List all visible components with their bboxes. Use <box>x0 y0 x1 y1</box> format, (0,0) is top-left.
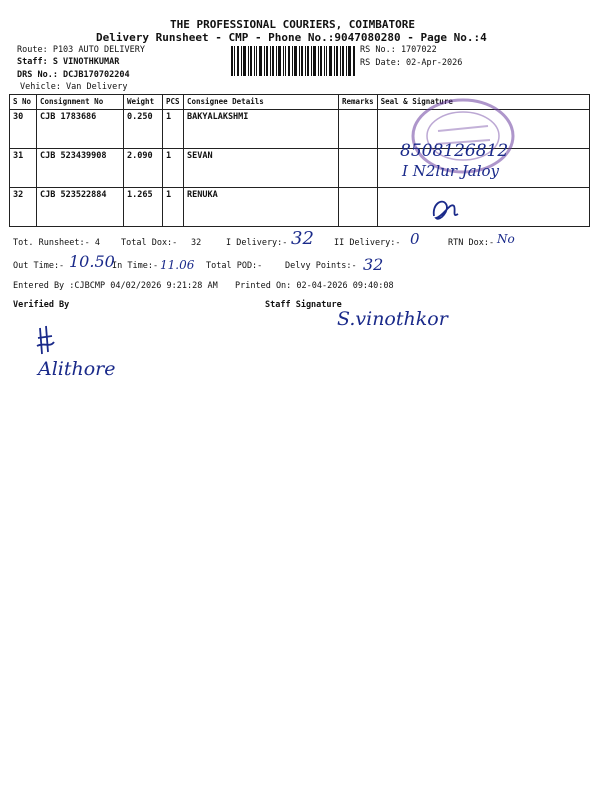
cell-signature <box>377 188 589 227</box>
cell-sno: 32 <box>10 188 37 227</box>
cell-consignee: RENUKA <box>184 188 339 227</box>
cell-remarks <box>339 188 378 227</box>
col-consignment: Consignment No <box>37 95 124 110</box>
cell-weight: 2.090 <box>124 149 163 188</box>
barcode <box>231 46 356 76</box>
cell-pcs: 1 <box>163 149 184 188</box>
handwritten-signature-row31: I N2lur Jaloy <box>402 162 500 180</box>
col-pcs: PCS <box>163 95 184 110</box>
cell-consignment: CJB 1783686 <box>37 110 124 149</box>
cell-pcs: 1 <box>163 110 184 149</box>
staff: Staff: S VINOTHKUMAR <box>17 57 120 67</box>
signature-row32 <box>428 196 464 226</box>
i-delivery-label: I Delivery:- <box>226 238 288 248</box>
total-dox-value: 32 <box>191 238 202 248</box>
col-sno: S No <box>10 95 37 110</box>
rtn-dox-label: RTN Dox:- <box>448 238 495 248</box>
total-pod-label: Total POD:- <box>206 261 263 271</box>
out-time-handwritten: 10.50 <box>69 252 115 271</box>
ii-delivery-label: II Delivery:- <box>334 238 401 248</box>
drs-number: DRS No.: DCJB170702204 <box>17 70 130 80</box>
cell-consignee: SEVAN <box>184 149 339 188</box>
i-delivery-handwritten: 32 <box>291 228 314 249</box>
entered-by: Entered By :CJBCMP 04/02/2026 9:21:28 AM <box>13 281 218 291</box>
cell-sno: 31 <box>10 149 37 188</box>
cell-sno: 30 <box>10 110 37 149</box>
col-weight: Weight <box>124 95 163 110</box>
cell-consignee: BAKYALAKSHMI <box>184 110 339 149</box>
cell-consignment: CJB 523522884 <box>37 188 124 227</box>
cell-weight: 1.265 <box>124 188 163 227</box>
route: Route: P103 AUTO DELIVERY <box>17 45 145 55</box>
verified-signature-mark <box>34 324 58 360</box>
handwritten-phone: 8508126812 <box>400 141 509 161</box>
delvy-points-label: Delvy Points:- <box>285 261 357 271</box>
tot-runsheet: Tot. Runsheet:- 4 <box>13 238 100 248</box>
staff-signature-handwritten: S.vinothkor <box>337 308 448 330</box>
cell-remarks <box>339 110 378 149</box>
rs-number: RS No.: 1707022 <box>360 45 437 55</box>
in-time-label: In Time:- <box>112 261 159 271</box>
cell-weight: 0.250 <box>124 110 163 149</box>
delvy-points-handwritten: 32 <box>363 255 384 274</box>
col-remarks: Remarks <box>339 95 378 110</box>
col-seal-signature: Seal & Signature <box>377 95 589 110</box>
col-consignee: Consignee Details <box>184 95 339 110</box>
company-name: THE PROFESSIONAL COURIERS, COIMBATORE <box>170 18 416 31</box>
printed-on: Printed On: 02-04-2026 09:40:08 <box>235 281 394 291</box>
out-time-label: Out Time:- <box>13 261 65 271</box>
runsheet-title: Delivery Runsheet - CMP - Phone No.:9047080280 - Page No.:4 <box>96 31 487 44</box>
vehicle: Vehicle: Van Delivery <box>20 82 128 92</box>
cell-remarks <box>339 149 378 188</box>
verified-by-label: Verified By <box>13 300 70 310</box>
verified-signature-handwritten: Alithore <box>38 358 116 380</box>
rs-date: RS Date: 02-Apr-2026 <box>360 58 463 68</box>
table-row <box>10 188 590 227</box>
rtn-dox-handwritten: No <box>497 232 515 246</box>
cell-consignment: CJB 523439908 <box>37 149 124 188</box>
cell-pcs: 1 <box>163 188 184 227</box>
total-dox-label: Total Dox:- <box>121 238 178 248</box>
staff-signature-label: Staff Signature <box>265 300 342 310</box>
ii-delivery-handwritten: 0 <box>410 230 420 248</box>
in-time-handwritten: 11.06 <box>160 258 195 272</box>
